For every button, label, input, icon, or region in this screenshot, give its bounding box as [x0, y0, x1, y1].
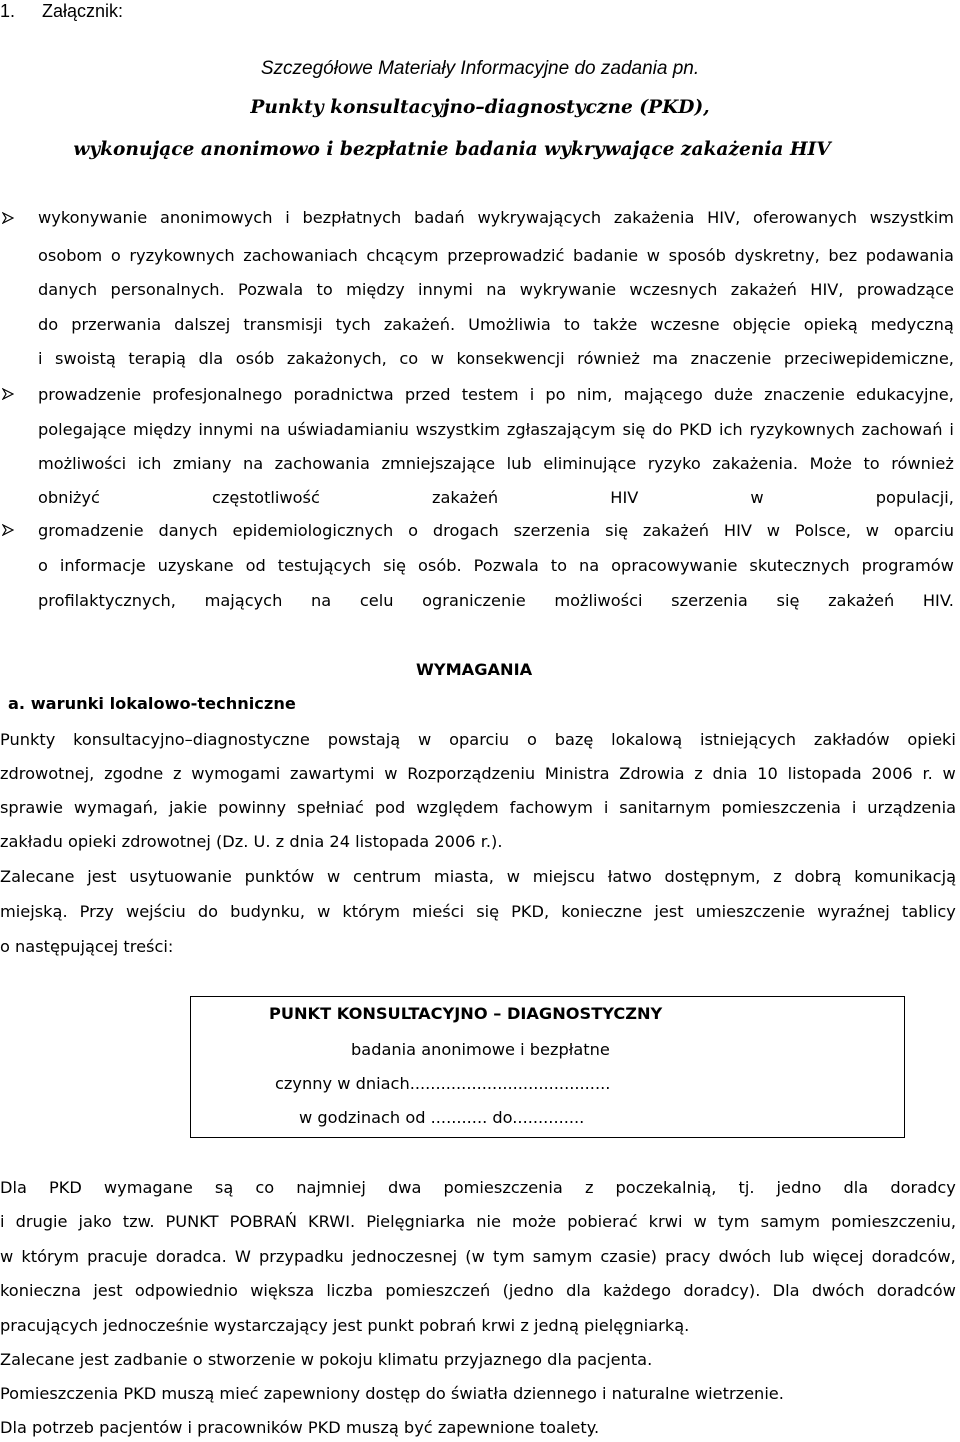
bullet-2-line-4: obniżyć częstotliwość zakażeń HIV w populacji, [38, 488, 954, 507]
notice-sign-box [190, 996, 905, 1138]
paragraph-2-line-1: Zalecane jest usytuowanie punktów w centrum miasta, w miejscu łatwo dostępnym, z dobrą komunikacją [0, 867, 956, 886]
bullet-2-line-1: prowadzenie profesjonalnego poradnictwa przed testem i po nim, mającego duże znaczenie edukacyjne, [38, 385, 954, 404]
bullet-2-line-3: możliwości ich zmiany na zachowania zmniejszające lub eliminujące ryzyko zakażenia. Może to również [38, 454, 954, 473]
paragraph-3-line-1: Dla PKD wymagane są co najmniej dwa pomieszczenia z poczekalnią, tj. jedno dla doradcy [0, 1178, 956, 1197]
paragraph-1-line-4: zakładu opieki zdrowotnej (Dz. U. z dnia 24 listopada 2006 r.). [0, 832, 503, 851]
bullet-1-line-3: danych personalnych. Pozwala to między innymi na wykrywanie wczesnych zakażeń HIV, prowadzące [38, 280, 954, 299]
notice-line-2: czynny w dniach....................................... [275, 1074, 611, 1093]
arrow-bullet-icon [2, 524, 14, 536]
notice-line-3: w godzinach od ........... do.............. [299, 1108, 585, 1127]
section-title: Załącznik: [42, 1, 124, 21]
bullet-1-line-1: wykonywanie anonimowych i bezpłatnych badań wykrywających zakażenia HIV, oferowanych wszystkim [38, 208, 954, 227]
bullet-3-line-2: o informacje uzyskane od testujących się osób. Pozwala to na opracowywanie skutecznych programów [38, 556, 954, 575]
title-line-2: Punkty konsultacyjno–diagnostyczne (PKD), [250, 97, 710, 118]
final-line-3: Dla potrzeb pacjentów i pracowników PKD muszą być zapewnione toalety. [0, 1418, 600, 1437]
requirements-heading: WYMAGANIA [416, 660, 533, 679]
paragraph-1-line-2: zdrowotnej, zgodne z wymogami zawartymi w Rozporządzeniu Ministra Zdrowia z dnia 10 listopada 2006 r. w [0, 764, 956, 783]
paragraph-3-line-5: pracujących jednocześnie wystarczający jest punkt pobrań krwi z jedną pielęgniarką. [0, 1316, 690, 1335]
requirements-subheading: a. warunki lokalowo-techniczne [8, 694, 296, 713]
section-number: 1. [0, 1, 16, 21]
title-line-3: wykonujące anonimowo i bezpłatnie badania wykrywające zakażenia HIV [73, 139, 831, 160]
bullet-1-line-2: osobom o ryzykownych zachowaniach chcącym przeprowadzić badanie w sposób dyskretny, bez podawania [38, 246, 954, 265]
title-line-1: Szczegółowe Materiały Informacyjne do zadania pn. [260, 58, 700, 79]
arrow-bullet-icon [2, 212, 14, 224]
final-line-1: Zalecane jest zadbanie o stworzenie w pokoju klimatu przyjaznego dla pacjenta. [0, 1350, 653, 1369]
bullet-1-line-4: do przerwania dalszej transmisji tych zakażeń. Umożliwia to także wczesne objęcie opieką medyczną [38, 315, 954, 334]
final-line-2: Pomieszczenia PKD muszą mieć zapewniony dostęp do światła dziennego i naturalne wietrzenie. [0, 1384, 784, 1403]
bullet-2-line-2: polegające między innymi na uświadamianiu wszystkim zgłaszającym się do PKD ich ryzykownych zachowań i [38, 420, 954, 439]
paragraph-3-line-3: w którym pracuje doradca. W przypadku jednoczesnej (w tym samym czasie) pracy dwóch lub więcej doradców, [0, 1247, 956, 1266]
paragraph-3-line-2: i drugie jako tzw. PUNKT POBRAŃ KRWI. Pielęgniarka nie może pobierać krwi w tym samym pomieszczeniu, [0, 1212, 956, 1231]
paragraph-2-line-2: miejską. Przy wejściu do budynku, w którym mieści się PKD, konieczne jest umieszczenie wyraźnej tablicy [0, 902, 956, 921]
paragraph-1-line-1: Punkty konsultacyjno–diagnostyczne powstają w oparciu o bazę lokalową istniejących zakładów opieki [0, 730, 956, 749]
section-heading [0, 0, 123, 22]
paragraph-2-line-3: o następującej treści: [0, 937, 174, 956]
paragraph-1-line-3: sprawie wymagań, jakie powinny spełniać pod względem fachowym i sanitarnym pomieszczenia i urządzenia [0, 798, 956, 817]
paragraph-3-line-4: konieczna jest odpowiednio większa liczba pomieszczeń (jedno dla każdego doradcy). Dla dwóch doradców [0, 1281, 956, 1300]
arrow-bullet-icon [2, 388, 14, 400]
bullet-1-line-5: i swoistą terapią dla osób zakażonych, co w konsekwencji również ma znaczenie przeciwepidemiczne, [38, 349, 954, 368]
notice-title: PUNKT KONSULTACYJNO – DIAGNOSTYCZNY [269, 1004, 663, 1023]
notice-line-1: badania anonimowe i bezpłatne [351, 1040, 610, 1059]
bullet-3-line-1: gromadzenie danych epidemiologicznych o drogach szerzenia się zakażeń HIV w Polsce, w oparciu [38, 521, 954, 540]
bullet-3-line-3: profilaktycznych, mających na celu ograniczenie możliwości szerzenia się zakażeń HIV. [38, 591, 954, 610]
